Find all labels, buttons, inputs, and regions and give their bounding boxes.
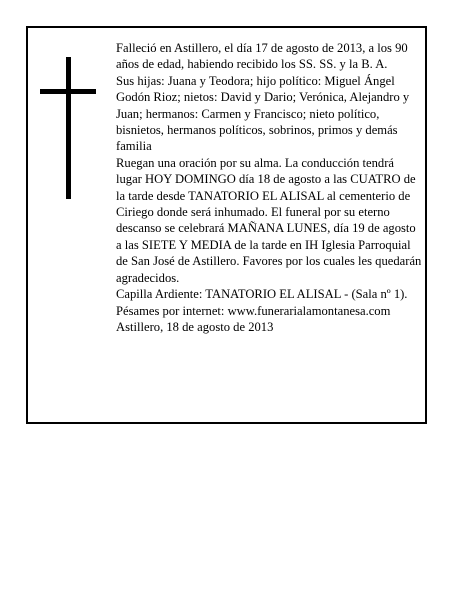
cross-vertical-bar [66,57,71,199]
chapel-info: Capilla Ardiente: TANATORIO EL ALISAL - (Sala nº 1). [116,287,408,302]
family-list: Sus hijas: Juana y Teodora; hijo político: Miguel Ángel Godón Rioz; nietos: David y Dario; Verónica, Alejandro y Juan; hermanos: Carmen y Francisco; nieto político, bisnietos, hermanos políticos, sobrinos, primos y demás familia [116,73,410,154]
obituary-notice [26,26,427,424]
condolences-website: Pésames por internet: www.funerarialamontanesa.com [116,303,391,318]
funeral-details: Ruegan una oración por su alma. La conducción tendrá lugar HOY DOMINGO día 18 de agosto a las CUATRO de la tarde desde TANATORIO EL ALISAL al cementerio de Ciriego donde será inhumado. El funeral por su eterno descanso se celebrará MAÑANA LUNES, día 19 de agosto a las SIETE Y MEDIA de la tarde en IH Iglesia Parroquial de San José de Astillero. Favores por los cuales les quedarán agradecidos. [116,155,422,285]
cross-horizontal-bar [40,89,96,94]
latin-cross-icon [40,57,96,199]
death-announcement: Falleció en Astillero, el día 17 de agosto de 2013, a los 90 años de edad, habiendo recibido los SS. SS. y la B. A. [116,41,408,72]
place-and-date: Astillero, 18 de agosto de 2013 [116,319,274,334]
notice-body [116,40,422,335]
